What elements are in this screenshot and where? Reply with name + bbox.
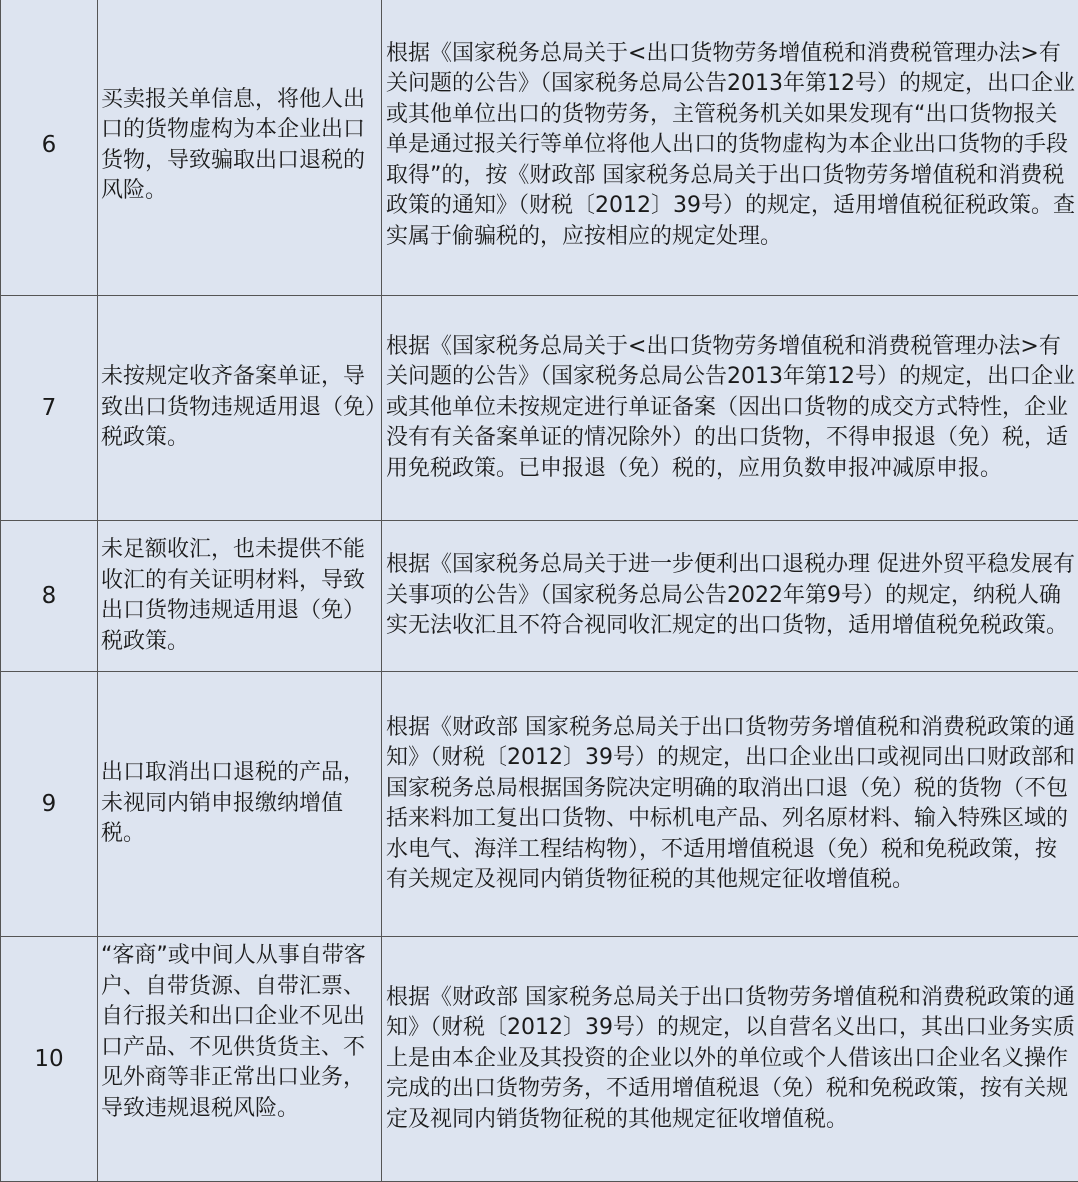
row-number: 7 xyxy=(1,296,98,521)
risk-description: 出口取消出口退税的产品，未视同内销申报缴纳增值税。 xyxy=(98,672,382,937)
table-row xyxy=(1,937,1078,1182)
row-number: 8 xyxy=(1,521,98,672)
risk-description: 买卖报关单信息，将他人出口的货物虚构为本企业出口货物，导致骗取出口退税的风险。 xyxy=(98,0,382,296)
table-row xyxy=(1,672,1078,937)
row-number: 9 xyxy=(1,672,98,937)
table-row xyxy=(1,521,1078,672)
legal-basis: 根据《财政部 国家税务总局关于出口货物劳务增值税和消费税政策的通知》（财税〔2012〕39号）的规定，出口企业出口或视同出口财政部和国家税务总局根据国务院决定明确的取消出口退（免）税的货物（不包括来料加工复出口货物、中标机电产品、列名原材料、输入特殊区域的水电气、海洋工程结构物），不适用增值税退（免）税和免税政策，按有关规定及视同内销货物征税的其他规定征收增值税。 xyxy=(382,672,1078,937)
legal-basis: 根据《国家税务总局关于<出口货物劳务增值税和消费税管理办法>有关问题的公告》（国家税务总局公告2013年第12号）的规定，出口企业或其他单位未按规定进行单证备案（因出口货物的成交方式特性，企业没有有关备案单证的情况除外）的出口货物，不得申报退（免）税，适用免税政策。已申报退（免）税的，应用负数申报冲减原申报。 xyxy=(382,296,1078,521)
risk-description: 未足额收汇，也未提供不能收汇的有关证明材料，导致出口货物违规适用退（免）税政策。 xyxy=(98,521,382,672)
legal-basis: 根据《财政部 国家税务总局关于出口货物劳务增值税和消费税政策的通知》（财税〔2012〕39号）的规定，以自营名义出口，其出口业务实质上是由本企业及其投资的企业以外的单位或个人借该出口企业名义操作完成的出口货物劳务，不适用增值税退（免）税和免税政策，按有关规定及视同内销货物征税的其他规定征收增值税。 xyxy=(382,937,1078,1182)
risk-description: “客商”或中间人从事自带客户、自带货源、自带汇票、自行报关和出口企业不见出口产品、不见供货货主、不见外商等非正常出口业务，导致违规退税风险。 xyxy=(98,937,382,1182)
legal-basis: 根据《国家税务总局关于<出口货物劳务增值税和消费税管理办法>有关问题的公告》（国家税务总局公告2013年第12号）的规定，出口企业或其他单位出口的货物劳务，主管税务机关如果发现有“出口货物报关单是通过报关行等单位将他人出口的货物虚构为本企业出口货物的手段取得”的，按《财政部 国家税务总局关于出口货物劳务增值税和消费税政策的通知》（财税〔2012〕39号）的规定，适用增值税征税政策。查实属于偷骗税的，应按相应的规定处理。 xyxy=(382,0,1078,296)
risk-description: 未按规定收齐备案单证，导致出口货物违规适用退（免）税政策。 xyxy=(98,296,382,521)
row-number: 6 xyxy=(1,0,98,296)
legal-basis: 根据《国家税务总局关于进一步便利出口退税办理 促进外贸平稳发展有关事项的公告》（国家税务总局公告2022年第9号）的规定，纳税人确实无法收汇且不符合视同收汇规定的出口货物，适用增值税免税政策。 xyxy=(382,521,1078,672)
row-number: 10 xyxy=(1,937,98,1182)
table-row xyxy=(1,0,1078,296)
table-row xyxy=(1,296,1078,521)
